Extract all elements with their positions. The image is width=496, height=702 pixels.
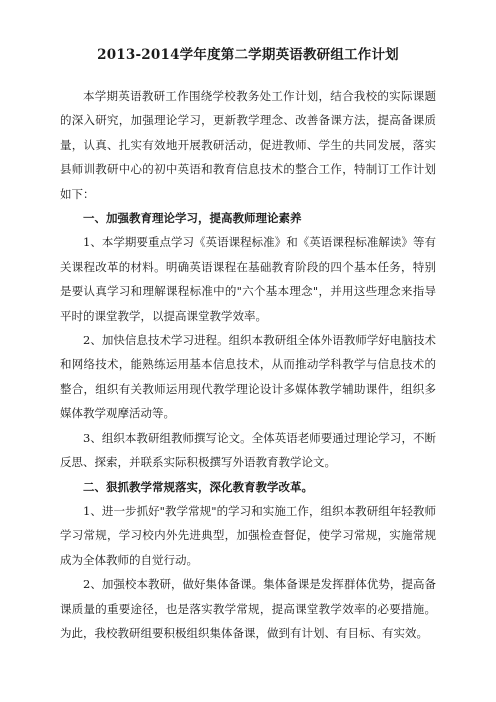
section-2-item-1: 1、进一步抓好"教学常规"的学习和实施工作，组织本教研组年轻教师学习常规，学习校内外先进典型，加强检查督促，使学习常规，实施常规成为全体教师的自觉行动。 xyxy=(60,503,436,567)
section-2-item-2: 2、加强校本教研，做好集体备课。集体备课是发挥群体优势，提高备课质量的重要途径，也是落实教学常规，提高课堂教学效率的必要措施。为此，我校教研组要积极组织集体备课，做到有计划、有目标、有实效。 xyxy=(60,577,436,640)
document-title: 2013-2014学年度第二学期英语教研组工作计划 xyxy=(97,47,399,63)
section-1-heading: 一、加强教育理论学习，提高教师理论素养 xyxy=(83,211,302,226)
section-1-item-1: 1、本学期要重点学习《英语课程标准》和《英语课程标准解读》等有关课程改革的材料。明确英语课程在基础教育阶段的四个基本任务，特别是要认真学习和理解课程标准中的"六个基本理念"，并用这些理念来指导平时的课堂教学，以提高课堂教学效率。 xyxy=(60,235,436,323)
section-1-item-2: 2、加快信息技术学习进程。组织本教研组全体外语教师学好电脑技术和网络技术，能熟练运用基本信息技术，从而推动学科教学与信息技术的整合，组织有关教师运用现代教学理论设计多媒体教学辅助课件，组织多媒体教学观摩活动等。 xyxy=(60,333,436,421)
section-1-item-3: 3、组织本教研组教师撰写论文。全体英语老师要通过理论学习，不断反思、探索，并联系实际积极撰写外语教育教学论文。 xyxy=(60,430,436,470)
intro-paragraph: 本学期英语教研工作围绕学校教务处工作计划，结合我校的实际课题的深入研究，加强理论学习，更新教学理念、改善备课方法，提高备课质量，认真、扎实有效地开展教研活动，促进教师、学生的共同发展，落实县师训教研中心的初中英语和教育信息技术的整合工作，特制订工作计划如下： xyxy=(60,89,436,201)
section-2-heading: 二、狠抓教学常规落实，深化教育教学改革。 xyxy=(83,479,313,494)
